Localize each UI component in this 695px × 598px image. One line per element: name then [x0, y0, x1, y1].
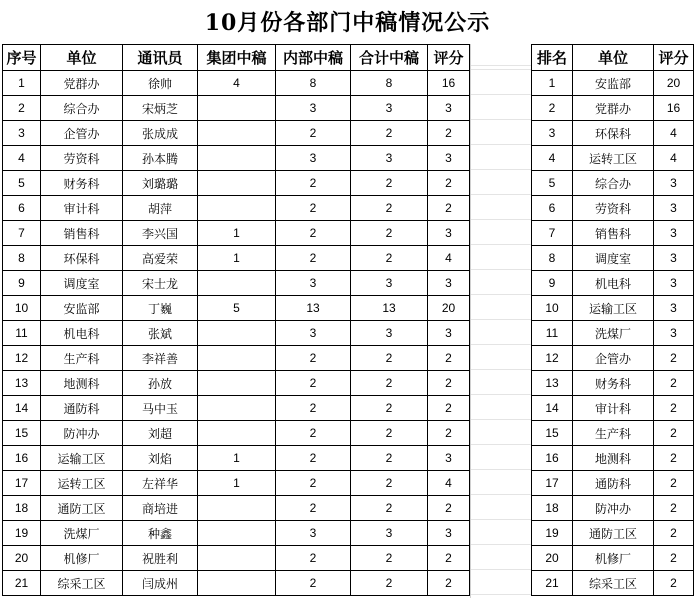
cell-internal-count: 2 — [276, 246, 351, 271]
cell-score: 2 — [654, 371, 694, 396]
cell-internal-count: 2 — [276, 421, 351, 446]
column-header-group-count: 集团中稿 — [198, 45, 276, 71]
cell-correspondent: 祝胜利 — [123, 546, 198, 571]
cell-score: 3 — [654, 321, 694, 346]
cell-index: 9 — [3, 271, 41, 296]
cell-score: 3 — [654, 246, 694, 271]
cell-score: 2 — [428, 346, 470, 371]
cell-score: 20 — [654, 71, 694, 96]
cell-score: 3 — [428, 521, 470, 546]
cell-internal-count: 2 — [276, 471, 351, 496]
cell-score: 16 — [654, 96, 694, 121]
cell-internal-count: 2 — [276, 546, 351, 571]
cell-unit: 企管办 — [41, 121, 123, 146]
cell-total-count: 3 — [351, 271, 428, 296]
table-row — [532, 346, 694, 371]
table-row — [532, 221, 694, 246]
cell-score: 2 — [428, 371, 470, 396]
column-header-correspondent: 通讯员 — [123, 45, 198, 71]
table-row — [532, 396, 694, 421]
cell-unit: 地测科 — [41, 371, 123, 396]
cell-group-count — [198, 421, 276, 446]
table-row — [3, 496, 470, 521]
cell-correspondent: 刘焰 — [123, 446, 198, 471]
cell-internal-count: 2 — [276, 371, 351, 396]
cell-correspondent: 张成成 — [123, 121, 198, 146]
cell-unit: 洗煤厂 — [41, 521, 123, 546]
table-row — [532, 446, 694, 471]
cell-score: 2 — [428, 396, 470, 421]
cell-correspondent: 刘超 — [123, 421, 198, 446]
cell-unit: 运输工区 — [573, 296, 654, 321]
cell-unit: 综合办 — [573, 171, 654, 196]
table-row — [3, 146, 470, 171]
cell-correspondent: 左祥华 — [123, 471, 198, 496]
cell-correspondent: 种鑫 — [123, 521, 198, 546]
table-row — [3, 196, 470, 221]
cell-score: 20 — [428, 296, 470, 321]
cell-group-count — [198, 396, 276, 421]
cell-correspondent: 孙本腾 — [123, 146, 198, 171]
cell-score: 3 — [428, 271, 470, 296]
cell-index: 14 — [3, 396, 41, 421]
cell-unit: 生产科 — [573, 421, 654, 446]
cell-unit: 劳资科 — [573, 196, 654, 221]
cell-total-count: 2 — [351, 346, 428, 371]
cell-rank: 18 — [532, 496, 573, 521]
cell-internal-count: 2 — [276, 396, 351, 421]
cell-score: 3 — [654, 221, 694, 246]
cell-rank: 12 — [532, 346, 573, 371]
cell-unit: 运转工区 — [41, 471, 123, 496]
cell-score: 2 — [428, 121, 470, 146]
cell-total-count: 2 — [351, 446, 428, 471]
cell-unit: 审计科 — [573, 396, 654, 421]
cell-score: 2 — [428, 196, 470, 221]
cell-total-count: 2 — [351, 246, 428, 271]
cell-rank: 2 — [532, 96, 573, 121]
cell-unit: 党群办 — [573, 96, 654, 121]
cell-internal-count: 2 — [276, 346, 351, 371]
cell-rank: 10 — [532, 296, 573, 321]
cell-group-count — [198, 321, 276, 346]
table-row — [3, 421, 470, 446]
cell-correspondent: 丁巍 — [123, 296, 198, 321]
cell-score: 2 — [654, 571, 694, 596]
cell-rank: 14 — [532, 396, 573, 421]
cell-group-count: 5 — [198, 296, 276, 321]
cell-score: 4 — [654, 121, 694, 146]
cell-rank: 5 — [532, 171, 573, 196]
table-row — [532, 371, 694, 396]
table-row — [3, 346, 470, 371]
cell-total-count: 8 — [351, 71, 428, 96]
cell-unit: 劳资科 — [41, 146, 123, 171]
cell-index: 13 — [3, 371, 41, 396]
cell-total-count: 2 — [351, 546, 428, 571]
cell-unit: 财务科 — [573, 371, 654, 396]
cell-index: 6 — [3, 196, 41, 221]
cell-group-count — [198, 96, 276, 121]
cell-group-count — [198, 146, 276, 171]
cell-correspondent: 商培进 — [123, 496, 198, 521]
cell-group-count — [198, 346, 276, 371]
table-row — [532, 196, 694, 221]
cell-score: 2 — [654, 546, 694, 571]
table-row — [532, 146, 694, 171]
cell-unit: 审计科 — [41, 196, 123, 221]
cell-total-count: 2 — [351, 471, 428, 496]
cell-internal-count: 3 — [276, 321, 351, 346]
cell-unit: 财务科 — [41, 171, 123, 196]
cell-score: 4 — [654, 146, 694, 171]
table-row — [532, 296, 694, 321]
cell-index: 20 — [3, 546, 41, 571]
cell-score: 3 — [654, 271, 694, 296]
ranking-table — [531, 44, 694, 596]
cell-unit: 防冲办 — [573, 496, 654, 521]
cell-index: 15 — [3, 421, 41, 446]
cell-total-count: 2 — [351, 571, 428, 596]
cell-group-count — [198, 571, 276, 596]
cell-score: 2 — [428, 546, 470, 571]
cell-index: 8 — [3, 246, 41, 271]
cell-score: 3 — [654, 196, 694, 221]
cell-unit: 通防科 — [573, 471, 654, 496]
cell-group-count — [198, 171, 276, 196]
table-row — [3, 446, 470, 471]
cell-score: 2 — [428, 171, 470, 196]
table-row — [3, 396, 470, 421]
cell-rank: 20 — [532, 546, 573, 571]
cell-internal-count: 3 — [276, 96, 351, 121]
table-row — [3, 71, 470, 96]
cell-unit: 党群办 — [41, 71, 123, 96]
table-row — [3, 271, 470, 296]
cell-unit: 综采工区 — [41, 571, 123, 596]
cell-index: 5 — [3, 171, 41, 196]
table-row — [3, 371, 470, 396]
cell-rank: 21 — [532, 571, 573, 596]
cell-score: 3 — [428, 221, 470, 246]
cell-rank: 1 — [532, 71, 573, 96]
cell-rank: 4 — [532, 146, 573, 171]
table-row — [532, 96, 694, 121]
cell-score: 2 — [654, 421, 694, 446]
cell-index: 3 — [3, 121, 41, 146]
column-header-score: 评分 — [428, 45, 470, 71]
table-row — [3, 296, 470, 321]
cell-correspondent: 胡萍 — [123, 196, 198, 221]
cell-correspondent: 张斌 — [123, 321, 198, 346]
cell-score: 3 — [428, 96, 470, 121]
column-header-score: 评分 — [654, 45, 694, 71]
cell-unit: 运输工区 — [41, 446, 123, 471]
cell-total-count: 2 — [351, 371, 428, 396]
cell-internal-count: 3 — [276, 271, 351, 296]
cell-total-count: 2 — [351, 221, 428, 246]
cell-correspondent: 刘璐璐 — [123, 171, 198, 196]
cell-internal-count: 3 — [276, 146, 351, 171]
cell-index: 19 — [3, 521, 41, 546]
table-row — [3, 246, 470, 271]
table-row — [3, 471, 470, 496]
table-header-row — [3, 45, 470, 71]
cell-group-count — [198, 196, 276, 221]
cell-score: 3 — [654, 171, 694, 196]
cell-score: 2 — [654, 346, 694, 371]
cell-unit: 运转工区 — [573, 146, 654, 171]
cell-group-count — [198, 496, 276, 521]
table-row — [532, 546, 694, 571]
cell-group-count — [198, 546, 276, 571]
cell-total-count: 3 — [351, 321, 428, 346]
cell-index: 18 — [3, 496, 41, 521]
cell-group-count — [198, 371, 276, 396]
cell-total-count: 2 — [351, 171, 428, 196]
cell-group-count: 1 — [198, 246, 276, 271]
cell-unit: 安监部 — [573, 71, 654, 96]
cell-index: 11 — [3, 321, 41, 346]
cell-score: 3 — [654, 296, 694, 321]
cell-correspondent: 宋炳芝 — [123, 96, 198, 121]
cell-internal-count: 2 — [276, 121, 351, 146]
cell-group-count: 1 — [198, 471, 276, 496]
table-row — [3, 121, 470, 146]
cell-internal-count: 2 — [276, 446, 351, 471]
cell-correspondent: 徐帅 — [123, 71, 198, 96]
cell-score: 3 — [428, 446, 470, 471]
cell-rank: 13 — [532, 371, 573, 396]
cell-score: 16 — [428, 71, 470, 96]
cell-total-count: 3 — [351, 96, 428, 121]
cell-rank: 15 — [532, 421, 573, 446]
cell-correspondent: 高爱荣 — [123, 246, 198, 271]
cell-group-count: 1 — [198, 221, 276, 246]
cell-index: 17 — [3, 471, 41, 496]
table-row — [532, 71, 694, 96]
table-row — [3, 171, 470, 196]
cell-unit: 综采工区 — [573, 571, 654, 596]
cell-unit: 机电科 — [41, 321, 123, 346]
cell-total-count: 3 — [351, 521, 428, 546]
column-header-unit: 单位 — [41, 45, 123, 71]
table-row — [532, 171, 694, 196]
cell-correspondent: 李兴国 — [123, 221, 198, 246]
table-row — [532, 471, 694, 496]
submission-table — [2, 44, 470, 596]
cell-internal-count: 2 — [276, 571, 351, 596]
cell-group-count: 4 — [198, 71, 276, 96]
cell-total-count: 3 — [351, 146, 428, 171]
cell-internal-count: 2 — [276, 171, 351, 196]
column-header-index: 序号 — [3, 45, 41, 71]
cell-score: 2 — [654, 396, 694, 421]
cell-index: 12 — [3, 346, 41, 371]
cell-score: 4 — [428, 471, 470, 496]
cell-group-count: 1 — [198, 446, 276, 471]
cell-unit: 通防科 — [41, 396, 123, 421]
cell-unit: 调度室 — [573, 246, 654, 271]
cell-score: 2 — [654, 446, 694, 471]
cell-unit: 环保科 — [41, 246, 123, 271]
cell-total-count: 2 — [351, 421, 428, 446]
column-header-total-count: 合计中稿 — [351, 45, 428, 71]
table-row — [3, 521, 470, 546]
cell-index: 1 — [3, 71, 41, 96]
cell-total-count: 2 — [351, 121, 428, 146]
table-row — [532, 421, 694, 446]
cell-unit: 洗煤厂 — [573, 321, 654, 346]
cell-unit: 机电科 — [573, 271, 654, 296]
cell-unit: 生产科 — [41, 346, 123, 371]
cell-unit: 地测科 — [573, 446, 654, 471]
cell-score: 2 — [428, 496, 470, 521]
cell-internal-count: 2 — [276, 196, 351, 221]
cell-rank: 16 — [532, 446, 573, 471]
table-row — [532, 246, 694, 271]
cell-unit: 防冲办 — [41, 421, 123, 446]
cell-unit: 综合办 — [41, 96, 123, 121]
cell-score: 2 — [654, 496, 694, 521]
table-row — [532, 121, 694, 146]
cell-unit: 通防工区 — [573, 521, 654, 546]
cell-rank: 19 — [532, 521, 573, 546]
table-row — [3, 321, 470, 346]
cell-total-count: 13 — [351, 296, 428, 321]
cell-unit: 环保科 — [573, 121, 654, 146]
cell-rank: 9 — [532, 271, 573, 296]
cell-index: 2 — [3, 96, 41, 121]
column-header-rank: 排名 — [532, 45, 573, 71]
cell-score: 4 — [428, 246, 470, 271]
cell-score: 2 — [428, 421, 470, 446]
cell-score: 2 — [654, 471, 694, 496]
cell-correspondent: 李祥善 — [123, 346, 198, 371]
cell-group-count — [198, 121, 276, 146]
cell-unit: 企管办 — [573, 346, 654, 371]
table-row — [3, 221, 470, 246]
page-title: 10月份各部门中稿情况公示 — [204, 10, 491, 36]
column-header-internal-count: 内部中稿 — [276, 45, 351, 71]
cell-score: 2 — [428, 571, 470, 596]
cell-rank: 6 — [532, 196, 573, 221]
table-row — [532, 321, 694, 346]
cell-index: 7 — [3, 221, 41, 246]
cell-internal-count: 8 — [276, 71, 351, 96]
cell-correspondent: 孙放 — [123, 371, 198, 396]
cell-group-count — [198, 271, 276, 296]
cell-rank: 11 — [532, 321, 573, 346]
column-header-unit: 单位 — [573, 45, 654, 71]
table-row — [3, 571, 470, 596]
table-header-row — [532, 45, 694, 71]
cell-index: 16 — [3, 446, 41, 471]
cell-total-count: 2 — [351, 196, 428, 221]
cell-internal-count: 13 — [276, 296, 351, 321]
cell-rank: 7 — [532, 221, 573, 246]
empty-spreadsheet-column — [470, 44, 532, 598]
cell-unit: 通防工区 — [41, 496, 123, 521]
cell-unit: 机修厂 — [573, 546, 654, 571]
table-row — [532, 496, 694, 521]
cell-internal-count: 2 — [276, 221, 351, 246]
cell-score: 3 — [428, 321, 470, 346]
cell-score: 3 — [428, 146, 470, 171]
cell-unit: 销售科 — [573, 221, 654, 246]
cell-unit: 机修厂 — [41, 546, 123, 571]
cell-group-count — [198, 521, 276, 546]
cell-correspondent: 宋士龙 — [123, 271, 198, 296]
cell-correspondent: 马中玉 — [123, 396, 198, 421]
table-row — [532, 521, 694, 546]
cell-rank: 3 — [532, 121, 573, 146]
cell-internal-count: 2 — [276, 496, 351, 521]
cell-unit: 销售科 — [41, 221, 123, 246]
cell-score: 2 — [654, 521, 694, 546]
cell-total-count: 2 — [351, 396, 428, 421]
cell-index: 10 — [3, 296, 41, 321]
table-row — [3, 96, 470, 121]
cell-unit: 安监部 — [41, 296, 123, 321]
cell-rank: 8 — [532, 246, 573, 271]
table-row — [3, 546, 470, 571]
cell-total-count: 2 — [351, 496, 428, 521]
cell-rank: 17 — [532, 471, 573, 496]
cell-correspondent: 闫成州 — [123, 571, 198, 596]
cell-unit: 调度室 — [41, 271, 123, 296]
table-row — [532, 271, 694, 296]
cell-internal-count: 3 — [276, 521, 351, 546]
cell-index: 4 — [3, 146, 41, 171]
cell-index: 21 — [3, 571, 41, 596]
table-row — [532, 571, 694, 596]
